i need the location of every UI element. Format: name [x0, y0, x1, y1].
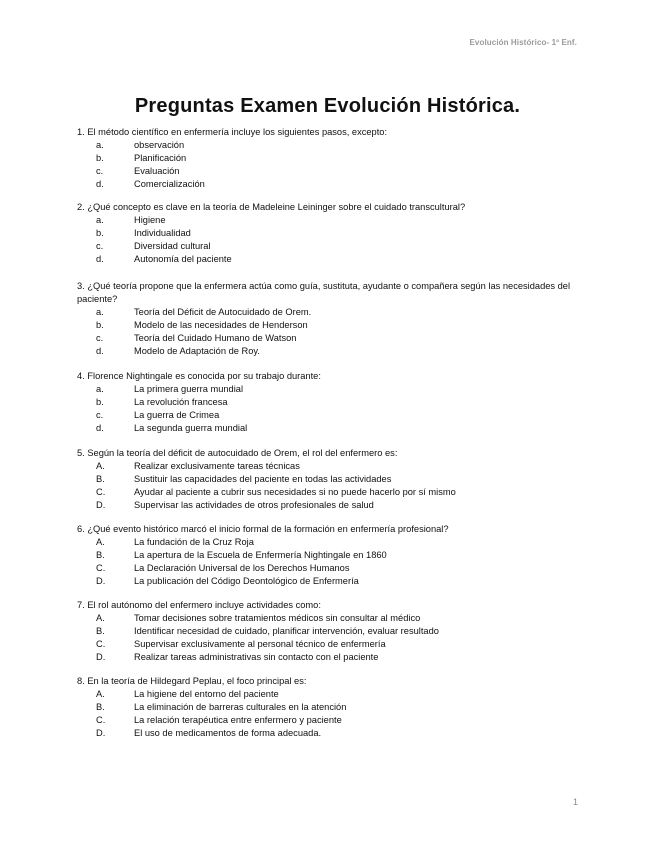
- option-letter: C.: [96, 487, 106, 497]
- option-letter: A.: [96, 537, 105, 547]
- option-text: El uso de medicamentos de forma adecuada.: [134, 728, 322, 738]
- answer-option: [77, 240, 577, 253]
- running-header: Evolución Histórico- 1º Enf.: [469, 38, 577, 47]
- answer-option: [77, 306, 577, 319]
- option-letter: A.: [96, 461, 105, 471]
- question-stem: 8. En la teoría de Hildegard Peplau, el foco principal es:: [77, 676, 307, 686]
- option-letter: a.: [96, 140, 104, 150]
- answer-option: [77, 383, 577, 396]
- question-stem: 1. El método científico en enfermería incluye los siguientes pasos, excepto:: [77, 127, 388, 137]
- option-text: Realizar exclusivamente tareas técnicas: [134, 461, 300, 471]
- option-text: La eliminación de barreras culturales en la atención: [134, 702, 347, 712]
- answer-option: [77, 396, 577, 409]
- answer-option: [77, 473, 577, 486]
- option-text: Comercialización: [134, 179, 205, 189]
- option-letter: b.: [96, 153, 104, 163]
- question-7: [77, 599, 577, 664]
- option-text: Diversidad cultural: [134, 241, 211, 251]
- question-6: [77, 523, 577, 588]
- option-letter: c.: [96, 333, 104, 343]
- option-letter: B.: [96, 474, 105, 484]
- answer-option: [77, 701, 577, 714]
- question-stem: 2. ¿Qué concepto es clave en la teoría de Madeleine Leininger sobre el cuidado transcultural?: [77, 202, 466, 212]
- option-letter: d.: [96, 346, 104, 356]
- option-letter: b.: [96, 320, 104, 330]
- answer-option: [77, 165, 577, 178]
- option-text: La apertura de la Escuela de Enfermería Nightingale en 1860: [134, 550, 387, 560]
- option-text: Higiene: [134, 215, 166, 225]
- option-letter: A.: [96, 689, 105, 699]
- option-text: Identificar necesidad de cuidado, planificar intervención, evaluar resultado: [134, 626, 439, 636]
- question-1: [77, 126, 577, 191]
- answer-option: [77, 727, 577, 740]
- option-letter: C.: [96, 563, 106, 573]
- answer-option: [77, 227, 577, 240]
- answer-option: [77, 549, 577, 562]
- option-letter: b.: [96, 397, 104, 407]
- question-stem: 5. Según la teoría del déficit de autocuidado de Orem, el rol del enfermero es:: [77, 448, 398, 458]
- option-letter: C.: [96, 639, 106, 649]
- answer-option: [77, 651, 577, 664]
- option-letter: D.: [96, 500, 106, 510]
- option-letter: d.: [96, 179, 104, 189]
- option-text: La guerra de Crimea: [134, 410, 220, 420]
- answer-option: [77, 422, 577, 435]
- page-number: 1: [572, 797, 578, 807]
- answer-option: [77, 152, 577, 165]
- option-letter: a.: [96, 384, 104, 394]
- question-stem: 7. El rol autónomo del enfermero incluye actividades como:: [77, 600, 321, 610]
- option-text: Supervisar las actividades de otros profesionales de salud: [134, 500, 374, 510]
- option-text: Planificación: [134, 153, 187, 163]
- option-letter: D.: [96, 728, 106, 738]
- answer-option: [77, 214, 577, 227]
- answer-option: [77, 178, 577, 191]
- option-text: Ayudar al paciente a cubrir sus necesidades si no puede hacerlo por sí mismo: [134, 487, 456, 497]
- option-text: La revolución francesa: [134, 397, 228, 407]
- answer-option: [77, 499, 577, 512]
- option-text: Evaluación: [134, 166, 180, 176]
- question-4: [77, 370, 577, 435]
- option-text: Sustituir las capacidades del paciente en todas las actividades: [134, 474, 392, 484]
- question-stem: 6. ¿Qué evento histórico marcó el inicio formal de la formación en enfermería profesional?: [77, 524, 449, 534]
- option-text: La higiene del entorno del paciente: [134, 689, 279, 699]
- option-letter: c.: [96, 410, 104, 420]
- option-letter: a.: [96, 307, 104, 317]
- document-title: Preguntas Examen Evolución Histórica.: [134, 95, 521, 117]
- option-text: La primera guerra mundial: [134, 384, 244, 394]
- answer-option: [77, 612, 577, 625]
- answer-option: [77, 253, 577, 266]
- answer-option: [77, 714, 577, 727]
- option-letter: a.: [96, 215, 104, 225]
- answer-option: [77, 319, 577, 332]
- option-text: Teoría del Cuidado Humano de Watson: [134, 333, 297, 343]
- question-5: [77, 447, 577, 512]
- option-text: La Declaración Universal de los Derechos Humanos: [134, 563, 350, 573]
- option-text: Supervisar exclusivamente al personal técnico de enfermería: [134, 639, 386, 649]
- answer-option: [77, 460, 577, 473]
- question-2: [77, 201, 577, 266]
- option-text: Modelo de las necesidades de Henderson: [134, 320, 308, 330]
- option-letter: B.: [96, 550, 105, 560]
- option-letter: d.: [96, 423, 104, 433]
- option-text: Tomar decisiones sobre tratamientos médicos sin consultar al médico: [134, 613, 421, 623]
- answer-option: [77, 139, 577, 152]
- option-text: Individualidad: [134, 228, 191, 238]
- option-letter: b.: [96, 228, 104, 238]
- option-letter: D.: [96, 576, 106, 586]
- answer-option: [77, 688, 577, 701]
- answer-option: [77, 409, 577, 422]
- option-letter: c.: [96, 166, 104, 176]
- answer-option: [77, 575, 577, 588]
- answer-option: [77, 638, 577, 651]
- question-8: [77, 675, 577, 740]
- answer-option: [77, 486, 577, 499]
- answer-option: [77, 536, 577, 549]
- option-letter: A.: [96, 613, 105, 623]
- option-letter: B.: [96, 626, 105, 636]
- option-letter: D.: [96, 652, 106, 662]
- option-text: Teoría del Déficit de Autocuidado de Orem.: [134, 307, 312, 317]
- answer-option: [77, 332, 577, 345]
- option-text: Autonomía del paciente: [134, 254, 232, 264]
- option-text: La relación terapéutica entre enfermero y paciente: [134, 715, 342, 725]
- question-stem: 3. ¿Qué teoría propone que la enfermera actúa como guía, sustituta, ayudante o compañera según las necesidades del paciente?: [77, 281, 571, 304]
- answer-option: [77, 345, 577, 358]
- option-text: observación: [134, 140, 185, 150]
- option-text: Realizar tareas administrativas sin contacto con el paciente: [134, 652, 379, 662]
- option-letter: C.: [96, 715, 106, 725]
- option-text: La segunda guerra mundial: [134, 423, 248, 433]
- option-letter: B.: [96, 702, 105, 712]
- answer-option: [77, 625, 577, 638]
- option-text: Modelo de Adaptación de Roy.: [134, 346, 260, 356]
- question-stem: 4. Florence Nightingale es conocida por su trabajo durante:: [77, 371, 321, 381]
- option-text: La publicación del Código Deontológico de Enfermería: [134, 576, 359, 586]
- option-letter: c.: [96, 241, 104, 251]
- question-list: [77, 126, 577, 750]
- option-letter: d.: [96, 254, 104, 264]
- option-text: La fundación de la Cruz Roja: [134, 537, 254, 547]
- answer-option: [77, 562, 577, 575]
- question-3: [77, 280, 577, 358]
